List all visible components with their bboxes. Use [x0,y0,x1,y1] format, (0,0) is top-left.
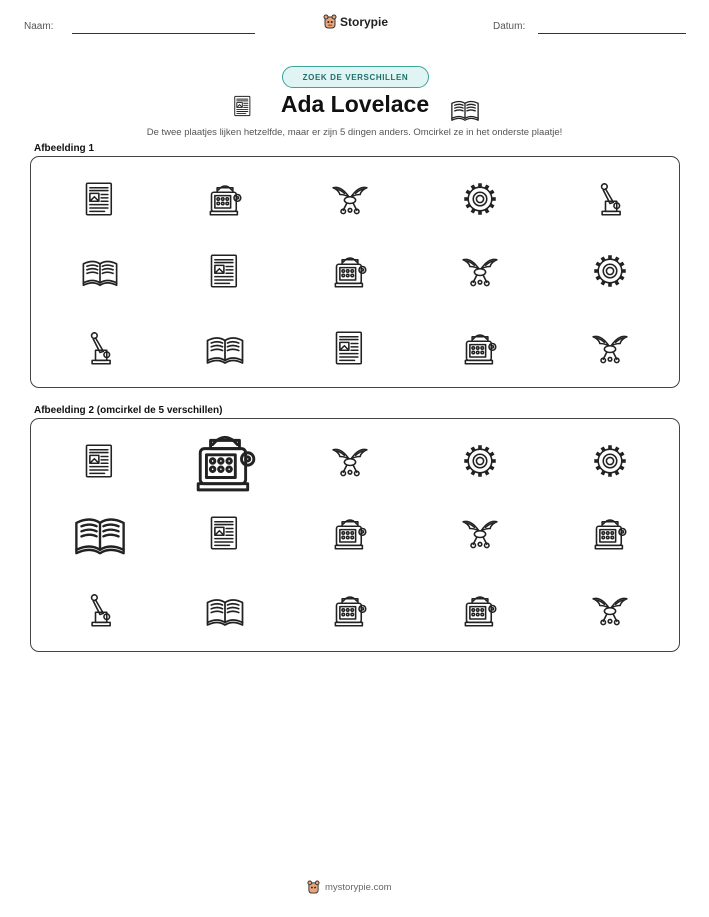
picture1-calculating-machine-icon [332,253,368,289]
picture1-book-icon [81,252,119,290]
picture2-newspaper-icon[interactable] [82,443,118,479]
picture2-gear-icon[interactable] [592,443,628,479]
picture1-lever-icon [592,181,628,217]
picture1-newspaper-icon [82,181,118,217]
picture1-winged-flying-machine-icon [332,181,368,217]
picture1-winged-flying-machine-icon [462,253,498,289]
date-label: Datum: [493,21,526,32]
picture1-panel [30,156,680,388]
brand-name: Storypie [340,15,389,29]
picture2-calculating-machine-icon[interactable] [332,515,368,551]
picture2-winged-flying-machine-icon[interactable] [332,443,368,479]
date-write-line[interactable] [538,33,686,34]
picture1-newspaper-icon [207,253,243,289]
footer-url: mystorypie.com [325,882,392,893]
picture2-calculating-machine-icon[interactable] [592,515,628,551]
page-title: Ada Lovelace [280,91,430,117]
picture2-winged-flying-machine-icon[interactable] [592,592,628,628]
picture2-gear-icon[interactable] [462,443,498,479]
picture1-newspaper-icon [332,330,368,366]
picture2-newspaper-icon[interactable] [207,515,243,551]
storypie-mascot-icon [323,14,337,30]
picture2-calculating-machine-icon[interactable] [332,592,368,628]
storypie-mascot-icon [307,880,320,895]
newspaper-icon [232,95,254,117]
picture1-gear-icon [592,253,628,289]
picture2-lever-icon[interactable] [82,592,118,628]
picture2-panel[interactable] [30,418,680,652]
footer [307,880,392,895]
picture1-winged-flying-machine-icon [592,330,628,366]
name-label: Naam: [24,21,54,32]
picture1-lever-icon [82,330,118,366]
name-write-line[interactable] [72,33,255,34]
book-icon [450,94,480,124]
brand-logo [323,14,388,30]
picture2-winged-flying-machine-icon[interactable] [462,515,498,551]
picture1-label: Afbeelding 1 [34,143,95,154]
picture2-book-icon[interactable] [205,590,245,630]
picture1-gear-icon [462,181,498,217]
picture2-label: Afbeelding 2 (omcirkel de 5 verschillen) [34,405,223,416]
picture1-book-icon [205,328,245,368]
picture2-calculating-machine-icon[interactable] [462,592,498,628]
picture1-calculating-machine-icon [462,330,498,366]
picture2-calculating-machine-icon[interactable] [192,428,258,494]
picture2-book-icon[interactable] [73,506,127,560]
activity-tag: ZOEK DE VERSCHILLEN [282,66,429,88]
instructions: De twee plaatjes lijken hetzelfde, maar er zijn 5 dingen anders. Omcirkel ze in het onderste plaatje! [146,127,563,138]
picture1-calculating-machine-icon [207,181,243,217]
